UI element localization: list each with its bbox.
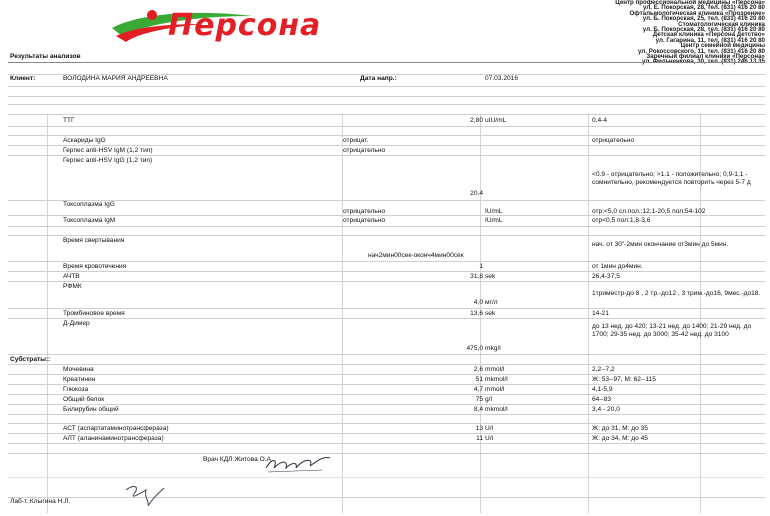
test-unit: IU/mL — [485, 217, 503, 224]
table-row — [8, 309, 765, 319]
test-value: 2,80 — [470, 117, 483, 124]
test-unit: mkmol/l — [485, 406, 508, 413]
test-result: отрицательно — [343, 208, 386, 215]
test-value: 20,4 — [470, 190, 483, 197]
clinic-line: Офтальмологическая клиника «Прозрение» — [629, 9, 765, 17]
blank-row — [8, 97, 765, 105]
test-reference: отр<0,5 пол:1,8-3,6 — [592, 217, 651, 224]
test-reference: 26,4-37,5 — [592, 273, 620, 280]
blank-row — [8, 87, 765, 97]
test-value: 13,6 — [470, 310, 483, 317]
doctor-name: Врач КДЛ Житова О.А. — [203, 456, 273, 463]
test-value: 31,8 — [470, 273, 483, 280]
test-unit: uIU/mL — [485, 117, 507, 124]
test-value: 475,0 — [466, 345, 483, 352]
table-row — [8, 201, 765, 216]
table-row — [8, 136, 765, 146]
test-reference: <0.9 - отрицательно; >1.1 - положительно; 0,9-1,1 - сомнительно, рекомендуется повторить через 5-7 д — [592, 171, 751, 186]
test-value: 11 — [476, 435, 483, 442]
test-result: отрицат. — [343, 137, 369, 144]
date-label: Дата напр.: — [360, 75, 397, 82]
test-name: Глюкоза — [63, 386, 89, 393]
table-row — [8, 365, 765, 375]
test-name: Аскариды IgG — [63, 137, 106, 144]
test-value: 51 — [475, 376, 483, 383]
clinic-line: Центр профессиональной медицины «Персона» — [615, 0, 765, 6]
table-row — [8, 434, 765, 444]
client-name: ВОЛОДИНА МАРИЯ АНДРЕЕВНА — [63, 75, 168, 82]
substrates-label: Субстраты:: — [10, 356, 51, 363]
test-reference: от 1мин до4мин. — [592, 263, 643, 270]
test-unit: U/l — [485, 435, 494, 442]
test-reference: Ж: 53--97, М: 62--115 — [592, 376, 656, 383]
clinic-line: Заречный филиал клиники «Персона» — [646, 53, 765, 61]
table-row — [8, 405, 765, 415]
test-reference: до 13 нед. до 420; 13-21 нед. до 1400; 21-29 нед. до 1700; 29-35 нед. до 3000; 35-42 нед. до 3100 — [592, 323, 752, 338]
blank-row — [8, 227, 765, 236]
test-reference: нач. от 30"-2мин окончание от3мин до 5мин. — [592, 241, 729, 248]
test-unit: mkg/l — [485, 345, 501, 352]
table-row — [8, 262, 765, 272]
table-row — [8, 385, 765, 395]
test-reference: 64--83 — [592, 396, 612, 403]
test-name: Общий белок — [63, 396, 105, 403]
test-reference: Ж: до 31, М: до 35 — [592, 425, 648, 432]
test-unit: U/l — [485, 425, 494, 432]
test-value: 1 — [479, 263, 483, 270]
client-label: Клиент: — [10, 75, 36, 82]
test-name: Время кровотечения — [63, 263, 127, 270]
test-name: Тромбиновое время — [63, 310, 125, 317]
test-name: Токсоплазма IgG — [63, 201, 115, 208]
results-sheet — [0, 53, 770, 513]
table-row — [8, 115, 765, 127]
test-value: 8,4 — [473, 406, 483, 413]
table-row — [8, 272, 765, 282]
test-reference: 3,4 - 20,0 — [592, 406, 620, 413]
test-reference: 0,4-4 — [592, 117, 608, 124]
test-unit: mmol/l — [485, 386, 505, 393]
table-row — [8, 236, 765, 262]
clinic-line: ул. Б. Покорская, 25, тел. (831) 416 20 80 — [642, 15, 765, 23]
doctor-signature-icon — [262, 454, 332, 474]
table-row — [8, 146, 765, 156]
blank-row — [8, 63, 765, 75]
clinic-line: ул. Рокоссовского, 11, тел. (831) 416 20 80 — [638, 47, 765, 55]
test-name: Токсоплазма IgM — [63, 217, 116, 224]
table-row — [8, 216, 765, 227]
table-row — [8, 395, 765, 405]
test-name: РФМК — [63, 283, 82, 290]
test-reference: отр:<5,0 сл.пол.:12,1-20,5 пол:54-102 — [592, 208, 706, 215]
substrates-header-row — [8, 355, 765, 365]
test-unit: sek — [485, 273, 496, 280]
test-name: Герпес anti-HSV IgM (1,2 тип) — [63, 147, 153, 154]
page-title: Результаты анализов — [10, 53, 81, 60]
test-result: нач2мин00сек-оконч4мин00сек — [368, 252, 464, 259]
clinic-line: ул. Фильченкова, 30, тел. (831) 246 13 35 — [641, 58, 765, 66]
blank-row — [8, 444, 765, 454]
table-row — [8, 156, 765, 201]
clinic-line: ул. Е. Покорская, 28, тел. (831) 416 20 80 — [643, 4, 765, 12]
test-name: АЛТ (аланинаминотрансфераза) — [63, 435, 164, 442]
test-unit: мг/л — [485, 299, 498, 306]
test-reference: 4,1-5,9 — [592, 386, 613, 393]
test-name: Мочевина — [63, 366, 94, 373]
test-value: 4,7 — [473, 386, 483, 393]
test-reference: Ж: до 34, М: до 45 — [592, 435, 648, 442]
title-row — [8, 53, 765, 66]
clinic-line: Стоматологическая клиника — [678, 20, 765, 28]
test-reference: 1триместр-до 8 , 2 тр.-до12 , 3 трим.-до16, 9мес.-до18. — [592, 290, 761, 297]
test-value: 2,6 — [473, 366, 483, 373]
referral-date: 07.03.2016 — [485, 75, 519, 82]
test-reference: 2,2--7,2 — [592, 366, 615, 373]
logo-text: Персона — [168, 8, 322, 43]
client-row — [8, 75, 765, 87]
lab-signature-icon — [120, 482, 170, 508]
test-name: ТТГ — [63, 117, 75, 124]
table-row — [8, 375, 765, 385]
test-name: АСТ (аспартатаминотрансфераза) — [63, 425, 169, 432]
test-unit: mmol/l — [485, 366, 505, 373]
clinic-line: ул. Гагарина, 11, тел. (831) 416 20 80 — [655, 36, 765, 44]
test-value: 4,0 — [473, 299, 483, 306]
clinic-line: ул. Б. Покорская, 28, тел. (831) 416 20 80 — [642, 26, 765, 34]
test-name: Время свертывания — [63, 237, 125, 244]
clinic-line: Центр семейной медицины — [680, 42, 765, 50]
test-result: отрицательно — [343, 217, 386, 224]
test-name: Герпес anti-HSV IgG (1,2 тип) — [63, 157, 153, 164]
test-unit: mkmol/l — [485, 376, 508, 383]
test-name: Билирубин общий — [63, 406, 119, 413]
test-reference: отрицательно — [592, 137, 635, 144]
table-row — [8, 319, 765, 355]
test-value: 75 — [475, 396, 483, 403]
test-unit: IU/mL — [485, 208, 503, 215]
test-result: отрицательно — [343, 147, 386, 154]
test-name: Креатинин — [63, 376, 96, 383]
clinic-addresses — [420, 0, 765, 66]
clinic-line: Детская клиника «Персона Детство» — [652, 31, 765, 39]
blank-row — [8, 105, 765, 115]
doctor-row — [8, 454, 765, 478]
table-row — [8, 424, 765, 434]
test-unit: g/l — [485, 396, 492, 403]
lab-technician: Лаб-т. Клыгина Н.Л. — [10, 498, 71, 505]
test-name: АЧТВ — [63, 273, 80, 280]
test-name: Д-Димер — [63, 320, 90, 327]
blank-row — [8, 415, 765, 424]
test-value: 13 — [475, 425, 483, 432]
blank-row — [8, 127, 765, 136]
test-reference: 14-21 — [592, 310, 609, 317]
table-row — [8, 282, 765, 309]
test-unit: sek — [485, 310, 496, 317]
